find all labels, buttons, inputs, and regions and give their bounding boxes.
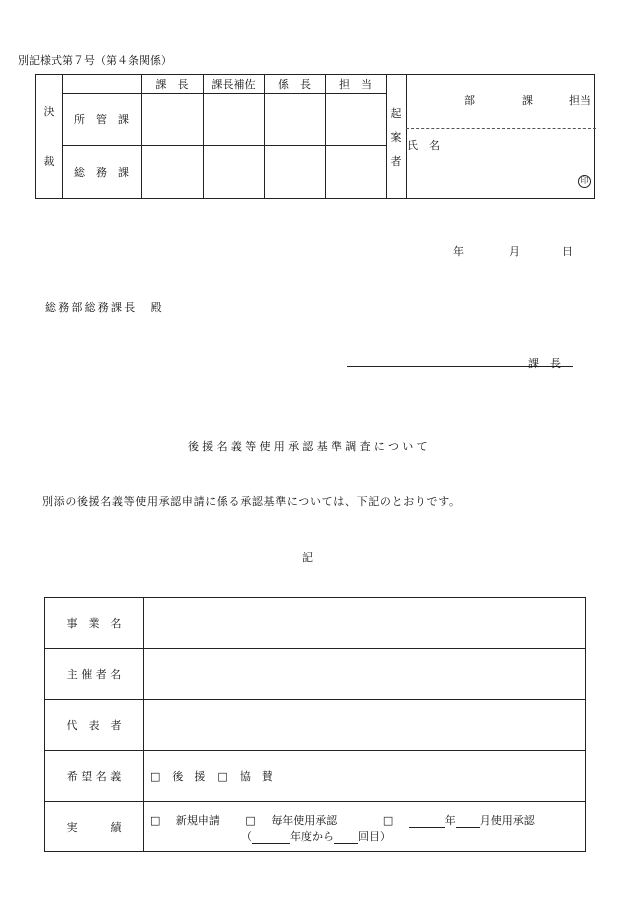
- body-text: 別添の後援名義等使用承認申請に係る承認基準については、下記のとおりです。: [42, 495, 461, 508]
- date-year: 年: [453, 245, 464, 258]
- since-text: 年度から: [290, 830, 334, 843]
- stamp-cell[interactable]: [204, 146, 264, 199]
- drafter-dept-ka: 課: [522, 94, 533, 107]
- month-use-approval-label: 月使用承認: [479, 814, 535, 827]
- decision-label-top: 決: [43, 105, 55, 118]
- record-options-line: [150, 812, 535, 828]
- stamp-cell[interactable]: [265, 146, 325, 199]
- drafter-label-char: 起: [390, 107, 402, 120]
- details-table: [44, 597, 586, 852]
- approval-stamp-table: [35, 74, 595, 199]
- representative-field[interactable]: [150, 701, 580, 750]
- date-day: 日: [562, 245, 573, 258]
- header-staff: 担 当: [339, 78, 372, 91]
- year-unit: 年: [444, 814, 456, 827]
- decision-label-bottom: 裁: [43, 155, 55, 168]
- stamp-cell[interactable]: [326, 146, 386, 199]
- row-label-desired-name: 希 望 名 義: [66, 770, 122, 783]
- year-blank[interactable]: [409, 817, 445, 828]
- drafter-dept-tanto: 担当: [569, 94, 591, 107]
- row-label-project-name: 事 業 名: [66, 617, 122, 630]
- header-section-chief: 課 長: [155, 78, 189, 91]
- row-label-representative: 代 表 者: [66, 719, 122, 732]
- checkbox-cosponsor[interactable]: □: [217, 769, 228, 783]
- date-month: 月: [509, 245, 520, 258]
- header-subsection-chief: 係 長: [278, 78, 311, 91]
- row-label-record: 実 績: [66, 821, 122, 834]
- checkbox-support[interactable]: □: [150, 769, 161, 783]
- ki-marker: 記: [302, 551, 313, 564]
- sender-title: 課 長: [528, 357, 561, 370]
- count-blank[interactable]: [334, 833, 358, 844]
- since-open-paren: （: [241, 830, 252, 843]
- month-blank[interactable]: [456, 817, 480, 828]
- desired-name-options: [150, 751, 273, 801]
- record-since-line: [241, 828, 391, 844]
- new-application-label: 新規申請: [175, 814, 220, 827]
- drafter-label-char: 者: [390, 155, 402, 168]
- drafter-name-label: 氏 名: [407, 139, 440, 152]
- project-name-field[interactable]: [150, 599, 580, 648]
- subject-title: 後援名義等使用承認基準調査について: [188, 440, 431, 453]
- seal-icon: [578, 173, 591, 188]
- row-label-organizer: 主 催 者 名: [66, 668, 122, 681]
- checkbox-new-application[interactable]: □: [150, 814, 161, 827]
- dept-responsible: 所 管 課: [74, 113, 129, 126]
- since-year-blank[interactable]: [252, 833, 290, 844]
- drafter-label-char: 案: [390, 131, 402, 144]
- organizer-field[interactable]: [150, 650, 580, 699]
- form-number: 別記様式第７号（第４条関係）: [18, 54, 172, 67]
- option-cosponsor-label: 協 賛: [239, 770, 273, 783]
- addressee: 総務部総務課長 殿: [45, 301, 164, 314]
- drafter-dept-bu: 部: [464, 94, 475, 107]
- seal-mark: 印: [578, 175, 591, 188]
- stamp-cell[interactable]: [142, 94, 203, 145]
- option-support-label: 後 援: [172, 770, 206, 783]
- stamp-cell[interactable]: [326, 94, 386, 145]
- checkbox-annual-approval[interactable]: □: [245, 814, 256, 827]
- stamp-cell[interactable]: [204, 94, 264, 145]
- stamp-cell[interactable]: [265, 94, 325, 145]
- annual-approval-label: 毎年使用承認: [271, 814, 338, 827]
- header-assistant-chief: 課長補佐: [211, 78, 256, 91]
- stamp-cell[interactable]: [142, 146, 203, 199]
- dept-general-affairs: 総 務 課: [74, 166, 129, 179]
- drafter-label: [386, 105, 406, 169]
- count-text: 回目）: [358, 830, 391, 843]
- checkbox-month-approval[interactable]: □: [382, 814, 394, 827]
